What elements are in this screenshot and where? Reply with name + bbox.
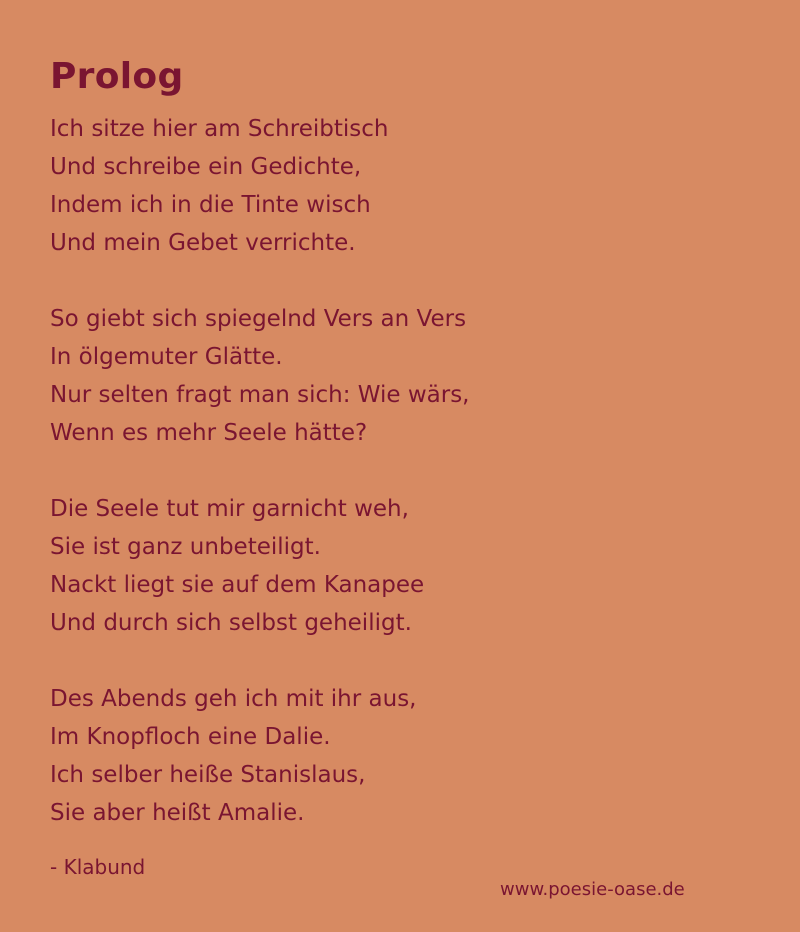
poem-line: Und durch sich selbst geheiligt. [50,610,412,636]
poem-line: Im Knopfloch eine Dalie. [50,724,331,750]
stanza [50,680,750,832]
poem-line: Ich selber heiße Stanislaus, [50,762,366,788]
poem-line: Nur selten fragt man sich: Wie wärs, [50,382,470,408]
poem-line: Indem ich in die Tinte wisch [50,192,371,218]
poem-body [50,110,750,870]
poem-line: So giebt sich spiegelnd Vers an Vers [50,306,467,332]
poem-line: Sie aber heißt Amalie. [50,800,305,826]
poem-line: Die Seele tut mir garnicht weh, [50,496,409,522]
poem-line: Ich sitze hier am Schreibtisch [50,116,389,142]
poem-line: Des Abends geh ich mit ihr aus, [50,686,417,712]
stanza [50,490,750,642]
poem-line: Wenn es mehr Seele hätte? [50,420,368,446]
stanza [50,110,750,262]
poem-line: In ölgemuter Glätte. [50,344,283,370]
stanza [50,300,750,452]
poem-line: Nackt liegt sie auf dem Kanapee [50,572,425,598]
website-link[interactable]: www.poesie-oase.de [500,879,685,900]
poem-author: - Klabund [50,855,146,879]
poem-line: Und schreibe ein Gedichte, [50,154,362,180]
poem-line: Sie ist ganz unbeteiligt. [50,534,321,560]
poem-line: Und mein Gebet verrichte. [50,230,356,256]
poem-title: Prolog [50,56,184,97]
